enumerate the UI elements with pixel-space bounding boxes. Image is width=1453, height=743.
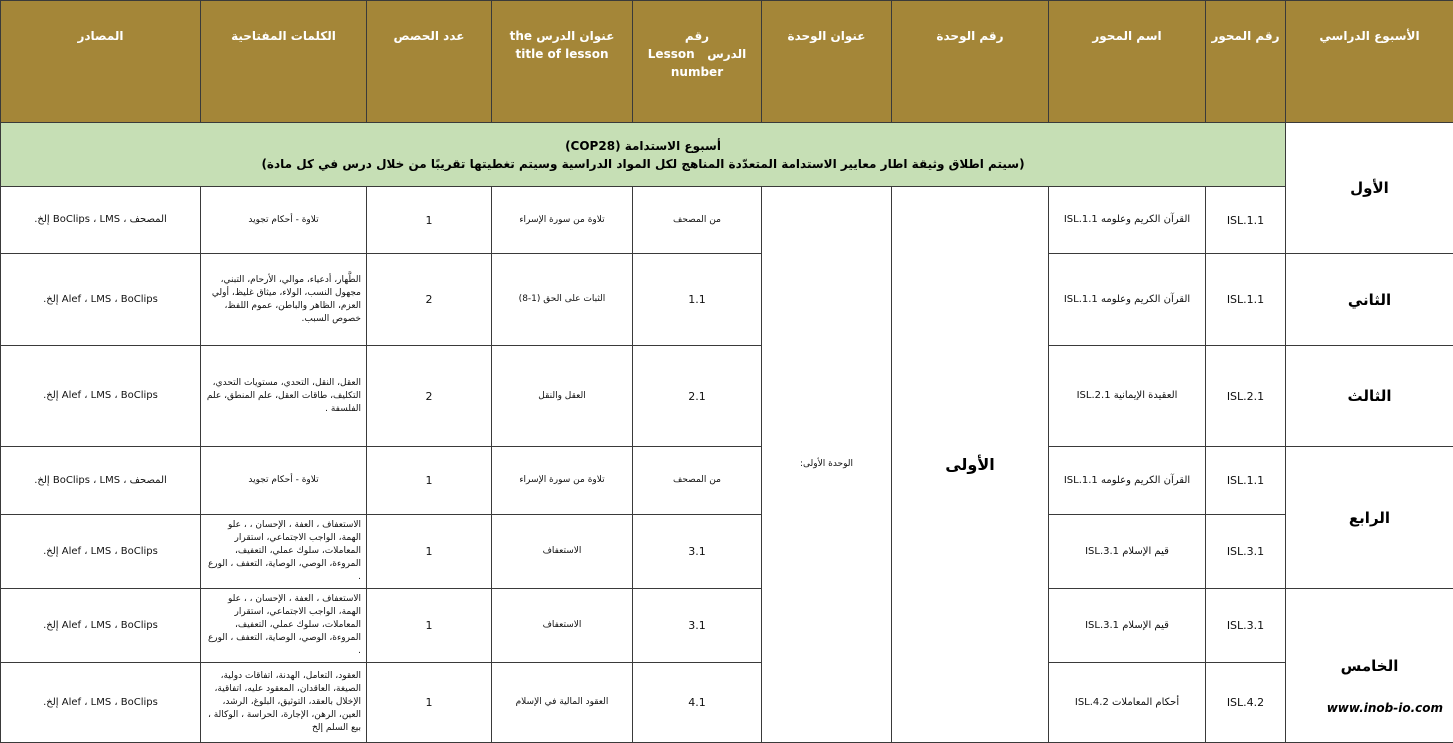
axis-no: ISL.3.1 — [1206, 589, 1286, 663]
lesson-title: الاستعفاف — [492, 589, 633, 663]
sources: Alef ، LMS ، BoClips إلخ. — [1, 515, 201, 589]
header-lesson-title: عنوان الدرس the title of lesson — [492, 1, 633, 123]
lesson-no: 2.1 — [633, 346, 762, 447]
sources: Alef ، LMS ، BoClips إلخ. — [1, 254, 201, 346]
lesson-title: تلاوة من سورة الإسراء — [492, 447, 633, 515]
axis-name: القرآن الكريم وعلومه ISL.1.1 — [1049, 187, 1206, 254]
axis-no: ISL.1.1 — [1206, 187, 1286, 254]
axis-name: قيم الإسلام ISL.3.1 — [1049, 515, 1206, 589]
week-2: الثاني — [1286, 254, 1453, 346]
table-row — [1, 187, 1453, 254]
keywords: الاستعفاف ، العفة ، الإحسان ، ، علو الهمة، الواجب الاجتماعي، استقرار المعاملات، سلوك عملي، التعفيف، المروءة، الوصي، الوصاية، التعفف ، الورع . — [201, 515, 367, 589]
table-row — [1, 515, 1453, 589]
keywords: الاستعفاف ، العفة ، الإحسان ، ، علو الهمة، الواجب الاجتماعي، استقرار المعاملات، سلوك عملي، التعفيف، المروءة، الوصي، الوصاية، التعفف ، الورع . — [201, 589, 367, 663]
lesson-no: 3.1 — [633, 589, 762, 663]
periods: 1 — [367, 447, 492, 515]
banner-note: (سيتم اطلاق وثيقة اطار معايير الاستدامة المتعدّدة المناهج لكل المواد الدراسية وسيتم تغطيتها تقريبًا من خلال درس في كل مادة) — [6, 155, 1280, 173]
lesson-title: الثبات على الحق (1-8) — [492, 254, 633, 346]
sources: Alef ، LMS ، BoClips إلخ. — [1, 663, 201, 743]
axis-name: القرآن الكريم وعلومه ISL.1.1 — [1049, 447, 1206, 515]
week-5: الخامس — [1286, 589, 1453, 743]
sources: المصحف ، BoClips ، LMS إلخ. — [1, 447, 201, 515]
header-axis-name: اسم المحور — [1049, 1, 1206, 123]
lesson-no: من المصحف — [633, 447, 762, 515]
header-axis-no: رقم المحور — [1206, 1, 1286, 123]
header-lesson-no: رقم الدرس Lesson number — [633, 1, 762, 123]
banner-row — [1, 123, 1453, 187]
week-4: الرابع — [1286, 447, 1453, 589]
lesson-title: تلاوة من سورة الإسراء — [492, 187, 633, 254]
header-unit-no: رقم الوحدة — [892, 1, 1049, 123]
table-row — [1, 346, 1453, 447]
sources: Alef ، LMS ، BoClips إلخ. — [1, 589, 201, 663]
banner-title: أسبوع الاستدامة (COP28) — [6, 137, 1280, 155]
header-unit-title: عنوان الوحدة — [762, 1, 892, 123]
header-periods: عدد الحصص — [367, 1, 492, 123]
lesson-no: 4.1 — [633, 663, 762, 743]
axis-no: ISL.3.1 — [1206, 515, 1286, 589]
keywords: العقود، التعامل، الهدنة، اتفاقات دولية، الصيغة، العاقدان، المعقود عليه، اتفاقية، الإخلال بالعقد، التوثيق، البلوغ، الرشد، العين، الرهن، الإجارة، الحراسة ، الوكالة ، بيع السلم إلخ — [201, 663, 367, 743]
keywords: العقل، النقل، التحدي، مستويات التحدي، التكليف، طاقات العقل، علم المنطق، علم الفلسفة . — [201, 346, 367, 447]
keywords: تلاوة - أحكام تجويد — [201, 187, 367, 254]
axis-name: أحكام المعاملات ISL.4.2 — [1049, 663, 1206, 743]
keywords: تلاوة - أحكام تجويد — [201, 447, 367, 515]
periods: 2 — [367, 346, 492, 447]
lesson-title: العقل والنقل — [492, 346, 633, 447]
periods: 1 — [367, 187, 492, 254]
axis-no: ISL.1.1 — [1206, 447, 1286, 515]
sources: المصحف ، BoClips ، LMS إلخ. — [1, 187, 201, 254]
periods: 1 — [367, 515, 492, 589]
axis-no: ISL.1.1 — [1206, 254, 1286, 346]
axis-name: قيم الإسلام ISL.3.1 — [1049, 589, 1206, 663]
week-3: الثالث — [1286, 346, 1453, 447]
lesson-no: 1.1 — [633, 254, 762, 346]
axis-name: القرآن الكريم وعلومه ISL.1.1 — [1049, 254, 1206, 346]
table-row — [1, 663, 1453, 743]
axis-no: ISL.2.1 — [1206, 346, 1286, 447]
unit-number: الأولى — [892, 187, 1049, 743]
periods: 1 — [367, 663, 492, 743]
axis-name: العقيدة الإيمانية ISL.2.1 — [1049, 346, 1206, 447]
lesson-title: العقود المالية في الإسلام — [492, 663, 633, 743]
table-row — [1, 447, 1453, 515]
periods: 1 — [367, 589, 492, 663]
header-sources: المصادر — [1, 1, 201, 123]
header-week: الأسبوع الدراسي — [1286, 1, 1453, 123]
keywords: الطَّهار، أدعياء، موالي، الأرحام، التبني، مجهول النسب، الولاء، ميثاق غليظ، أولي العزم، الظاهر والباطن، عموم اللفظ، خصوص السبب. — [201, 254, 367, 346]
cop28-banner — [1, 123, 1286, 187]
week-1: الأول — [1286, 123, 1453, 254]
periods: 2 — [367, 254, 492, 346]
unit-title: الوحدة الأولى: — [762, 187, 892, 743]
header-row — [1, 1, 1453, 123]
table-row — [1, 589, 1453, 663]
header-keywords: الكلمات المفتاحية — [201, 1, 367, 123]
lesson-no: من المصحف — [633, 187, 762, 254]
axis-no: ISL.4.2 — [1206, 663, 1286, 743]
table-row — [1, 254, 1453, 346]
site-watermark: www.inob-io.com — [1325, 701, 1445, 715]
lesson-title: الاستعفاف — [492, 515, 633, 589]
sources: Alef ، LMS ، BoClips إلخ. — [1, 346, 201, 447]
lesson-no: 3.1 — [633, 515, 762, 589]
